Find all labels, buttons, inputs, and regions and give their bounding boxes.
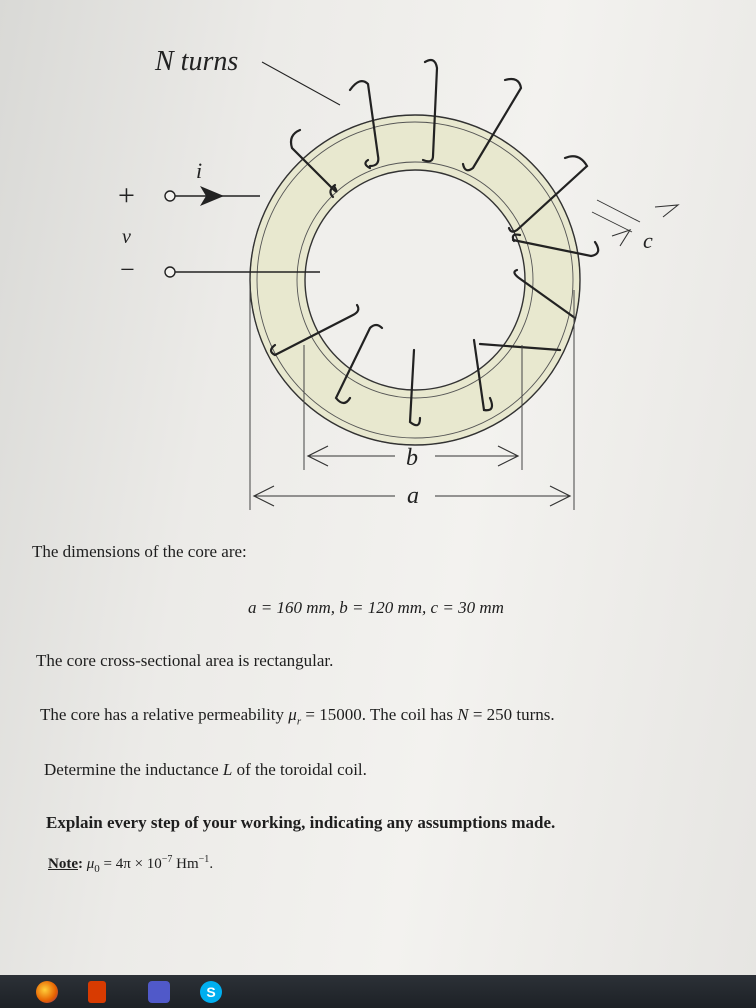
minus-sign: − [120, 255, 135, 284]
note-text: Note: $\mu_0 = 4\pi \times 10^{-7}$ $Hm^{-1}$. [48, 854, 214, 875]
current-label: i [196, 158, 203, 183]
determine-text: Determine the inductance L of the toroidal coil. [44, 760, 367, 779]
office-icon[interactable] [88, 981, 106, 1003]
permeability-text: The core has a relative permeability $\mu_r = 15000$. The coil has N = 250 turns. [40, 705, 555, 728]
cross-section-text: The core cross-sectional area is rectangular. [36, 651, 334, 670]
dimensions-intro: The dimensions of the core are: [32, 542, 247, 561]
taskbar [0, 975, 756, 1008]
firefox-icon[interactable] [36, 981, 58, 1003]
dimensions-values: a = 160 mm, b = 120 mm, c = 30 mm [248, 598, 504, 617]
n-turns-leader [262, 62, 340, 105]
n-turns-label: N turns [155, 46, 239, 77]
c-arrow-inner [612, 230, 630, 246]
c-arrow-outer [655, 205, 678, 217]
voltage-label: v [122, 226, 131, 248]
terminal-minus [165, 267, 175, 277]
explain-text: Explain every step of your working, indicating any assumptions made. [46, 813, 556, 832]
skype-icon[interactable]: S [200, 981, 222, 1003]
terminal-plus [165, 191, 175, 201]
plus-sign: + [118, 179, 135, 212]
dim-a-label: a [407, 483, 419, 509]
dim-b-label: b [406, 445, 418, 471]
core-inner-edge [305, 170, 525, 390]
teams-icon[interactable] [148, 981, 170, 1003]
dim-c-label: c [643, 228, 653, 253]
